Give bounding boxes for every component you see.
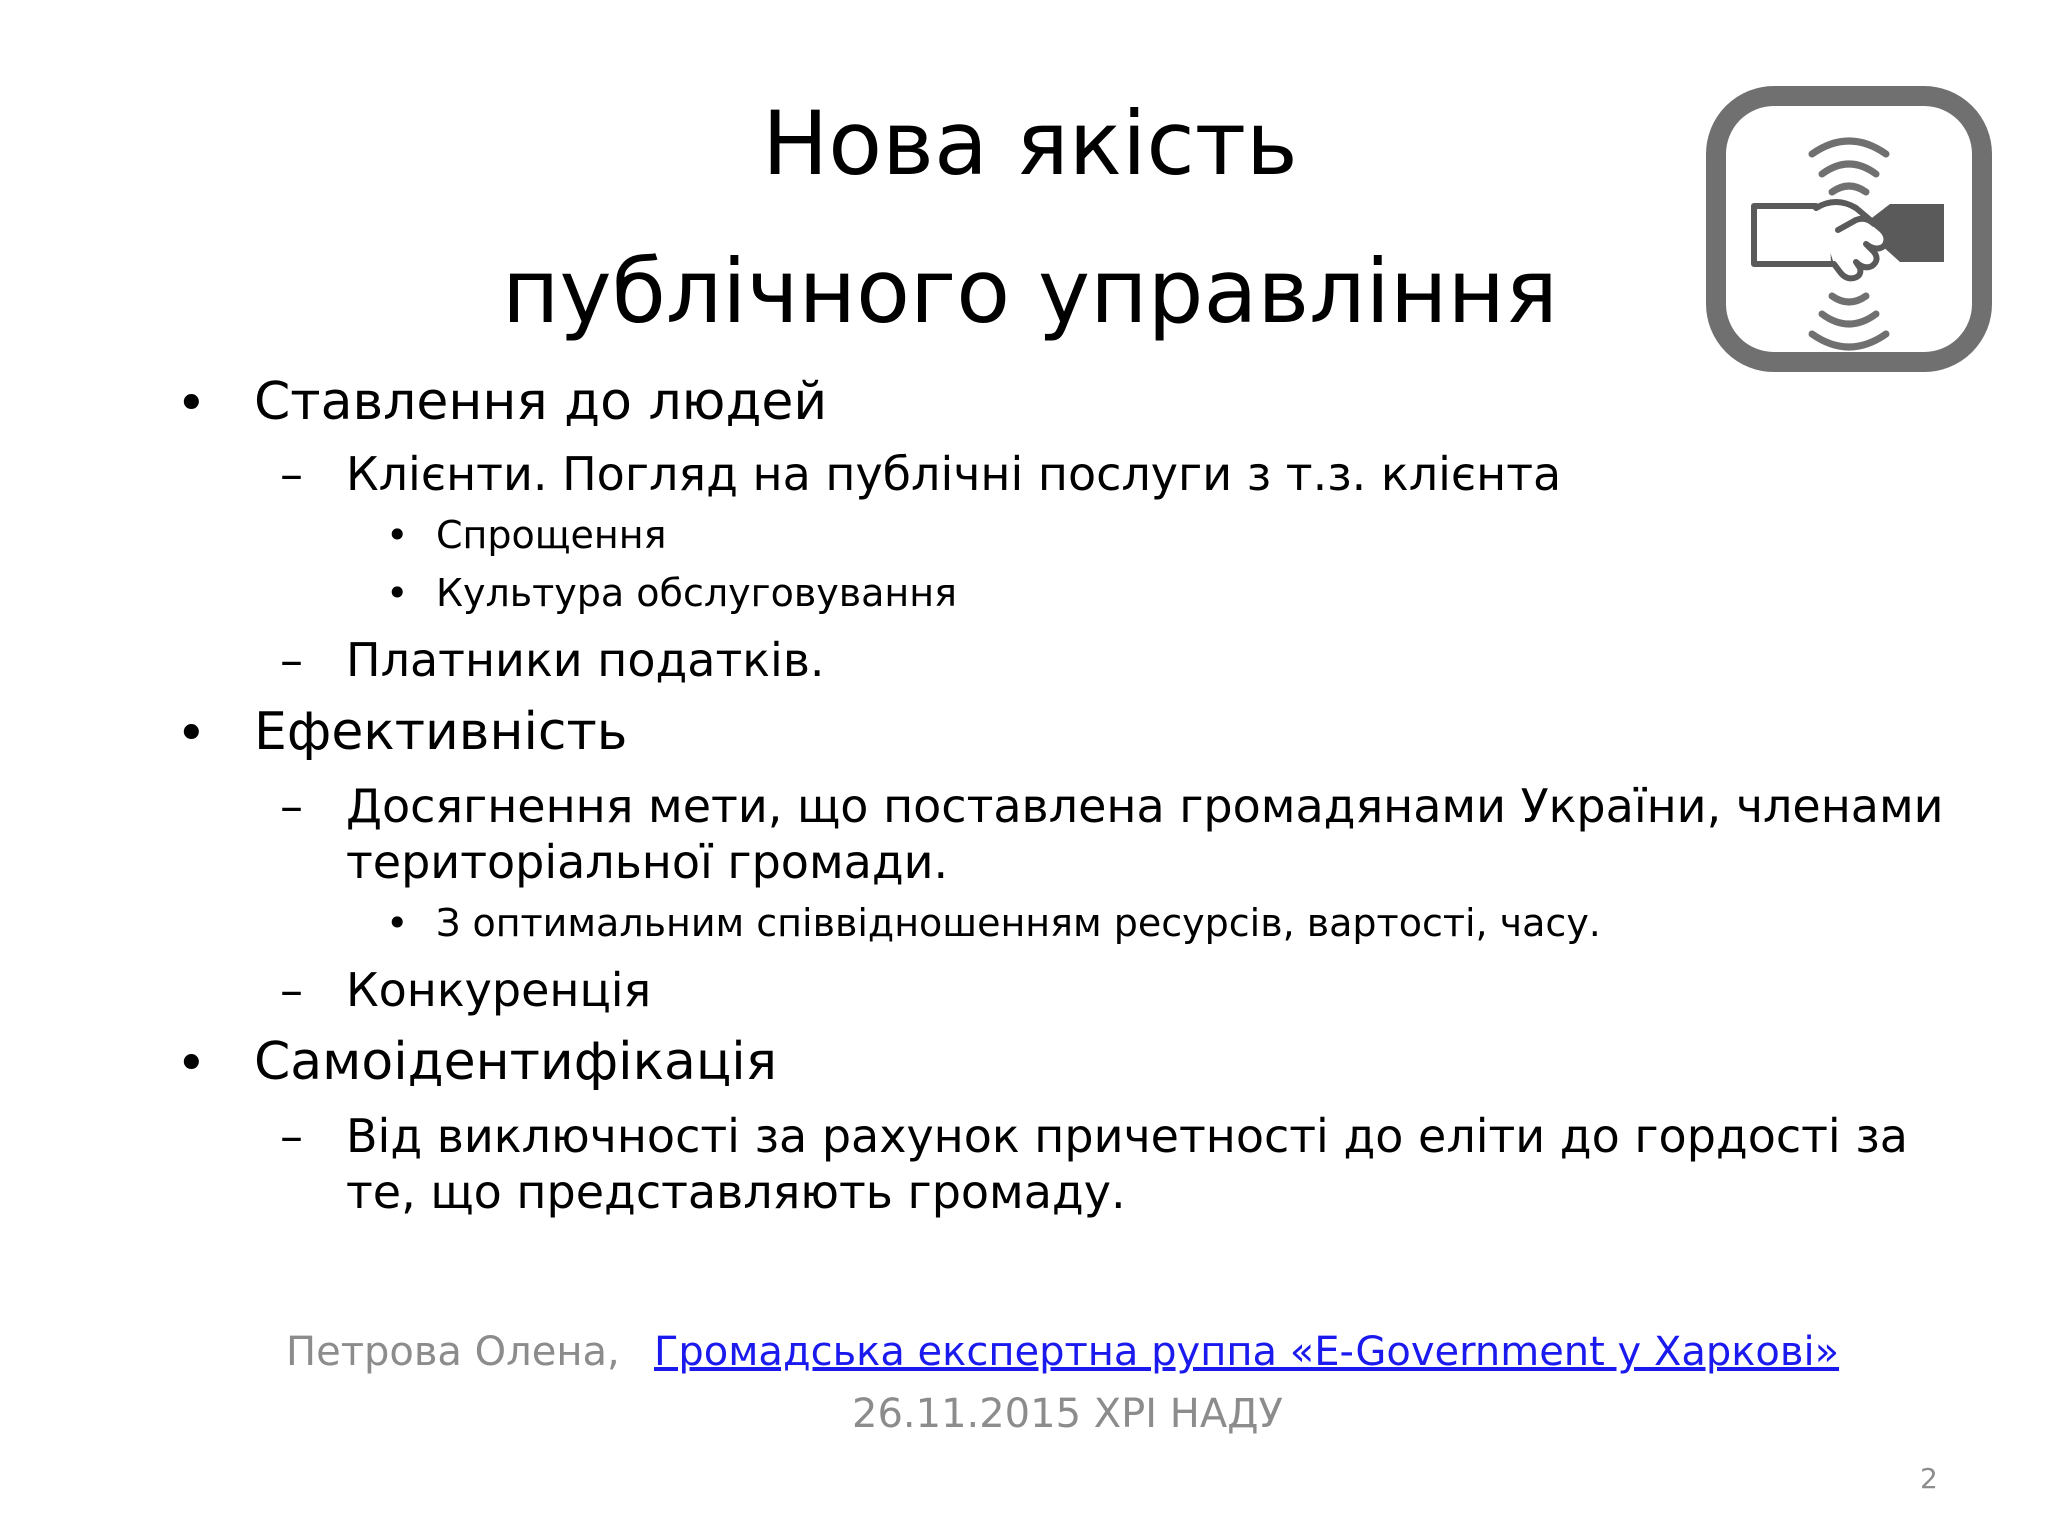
bullet-marker: •: [176, 374, 207, 434]
sub-item-line-2: територіальної громади.: [346, 835, 949, 889]
expert-group-link[interactable]: Громадська експертна руппа «E-Government у Харкові»: [654, 1329, 1840, 1375]
title-line-2: публічного управління: [502, 240, 1558, 343]
sub-item-line-1: Досягнення мети, що поставлена громадянами України, членами: [346, 779, 1944, 833]
dash-marker: –: [280, 1109, 303, 1163]
sub-sub-item: Спрощення: [436, 513, 667, 557]
sub-item-line-2: те, що представляють громаду.: [346, 1165, 1126, 1219]
bullet-item: Ставлення до людей: [254, 372, 828, 432]
slide-number: 2: [1920, 1462, 1938, 1495]
bullet-marker: •: [386, 901, 409, 945]
sub-item-line-1: Від виключності за рахунок причетності до еліти до гордості за: [346, 1109, 1908, 1163]
bullet-marker: •: [176, 1034, 207, 1094]
sub-item: Клієнти. Погляд на публічні послуги з т.з. клієнта: [346, 447, 1562, 501]
dash-marker: –: [280, 963, 303, 1017]
sub-sub-item: Культура обслуговування: [436, 571, 957, 615]
dash-marker: –: [280, 447, 303, 501]
footer-link-wrap: [654, 1328, 1839, 1376]
sub-item: Конкуренція: [346, 963, 652, 1017]
sub-sub-item: З оптимальним співвідношенням ресурсів, вартості, часу.: [436, 901, 1601, 945]
bullet-item: Самоідентифікація: [254, 1032, 777, 1092]
bullet-marker: •: [386, 571, 409, 615]
bullet-marker: •: [386, 513, 409, 557]
dash-marker: –: [280, 779, 303, 833]
bullet-item: Ефективність: [254, 702, 628, 762]
footer-author: Петрова Олена,: [286, 1329, 620, 1375]
bullet-marker: •: [176, 704, 207, 764]
dash-marker: –: [280, 633, 303, 687]
sub-item: Платники податків.: [346, 633, 825, 687]
title-line-1: Нова якість: [762, 92, 1298, 195]
footer-date: 26.11.2015 ХРІ НАДУ: [852, 1391, 1283, 1437]
